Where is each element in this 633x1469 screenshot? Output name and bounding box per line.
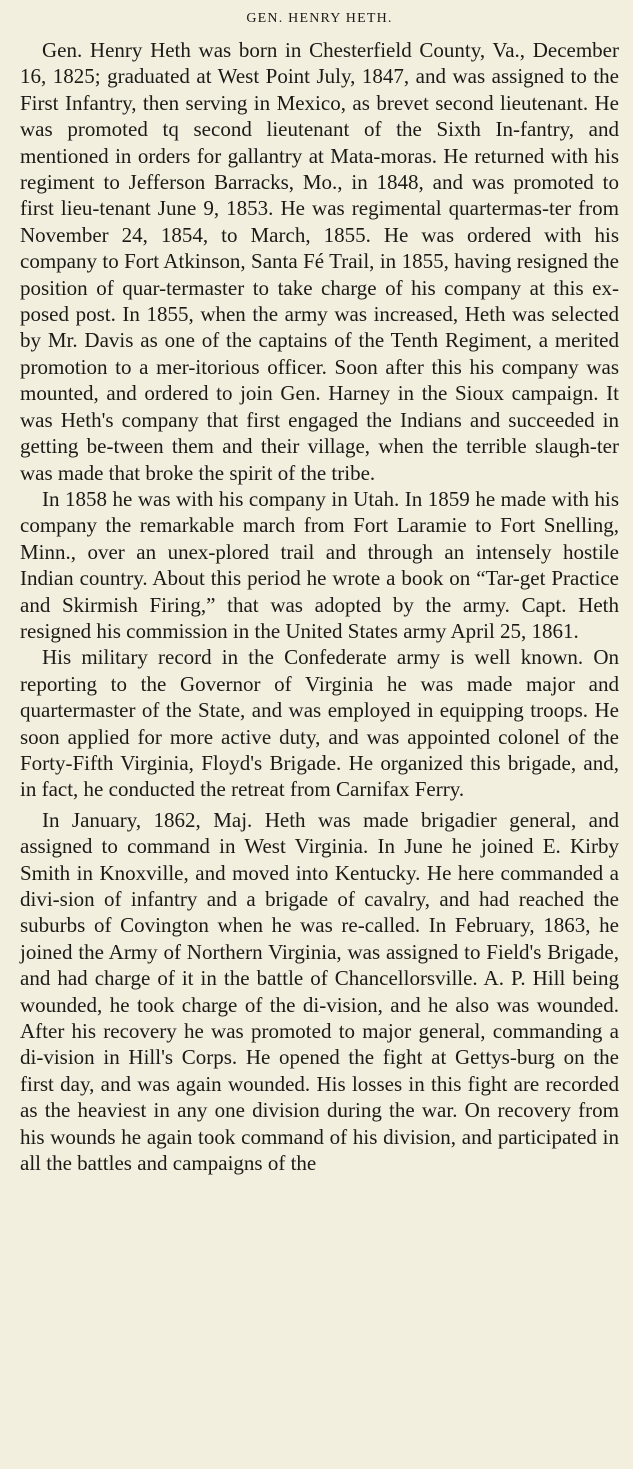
paragraph-utah-and-resignation: In 1858 he was with his company in Utah. In 1859 he made with his company the remarkable march from Fort Laramie to Fort Snelling, Minn., over an unex-plored trail and through an intensely hostile Indian country. About this period he wrote a book on “Tar-get Practice and Skirmish Firing,” that was adopted by the army. Capt. Heth resigned his commission in the United States army April 25, 1861. [20,486,619,643]
running-head: GEN. HENRY HETH. [246,11,393,26]
paragraph-birth-and-early-career: Gen. Henry Heth was born in Chesterfield County, Va., December 16, 1825; graduated at West Point July, 1847, and was assigned to the First Infantry, then serving in Mexico, as brevet second lieutenant. He was promoted tq second lieutenant of the Sixth In-fantry, and mentioned in orders for gallantry at Mata-moras. He returned with his regiment to Jefferson Barracks, Mo., in 1848, and was promoted to first lieu-tenant June 9, 1853. He was regimental quartermas-ter from November 24, 1854, to March, 1855. He was ordered with his company to Fort Atkinson, Santa Fé Trail, in 1855, having resigned the position of quar-termaster to take charge of his company at this ex-posed post. In 1855, when the army was increased, Heth was selected by Mr. Davis as one of the captains of the Tenth Regiment, a merited promotion to a mer-itorious officer. Soon after this his company was mounted, and ordered to join Gen. Harney in the Sioux campaign. It was Heth's company that first engaged the Indians and succeeded in getting be-tween them and their village, when the terrible slaugh-ter was made that broke the spirit of the tribe. [20,38,619,485]
paragraph-brigadier-general: In January, 1862, Maj. Heth was made brigadier general, and assigned to command in West Virginia. In June he joined E. Kirby Smith in Knoxville, and moved into Kentucky. He here commanded a divi-sion of infantry and a brigade of cavalry, and had reached the suburbs of Covington when he was re-called. In February, 1863, he joined the Army of Northern Virginia, was assigned to Field's Brigade, and had charge of it in the battle of Chancellorsville. A. P. Hill being wounded, he took charge of the di-vision, and he also was wounded. After his recovery he was promoted to major general, commanding a di-vision in Hill's Corps. He opened the fight at Gettys-burg on the first day, and was again wounded. His losses in this fight are recorded as the heaviest in any one division during the war. On recovery from his wounds he again took command of his division, and participated in all the battles and campaigns of the [20,807,619,1176]
paragraph-confederate-record: His military record in the Confederate army is well known. On reporting to the Governor of Virginia he was made major and quartermaster of the State, and was employed in equipping troops. He soon applied for more active duty, and was appointed colonel of the Forty-Fifth Virginia, Floyd's Brigade. He organized this brigade, and, in fact, he conducted the retreat from Carnifax Ferry. [20,645,619,802]
